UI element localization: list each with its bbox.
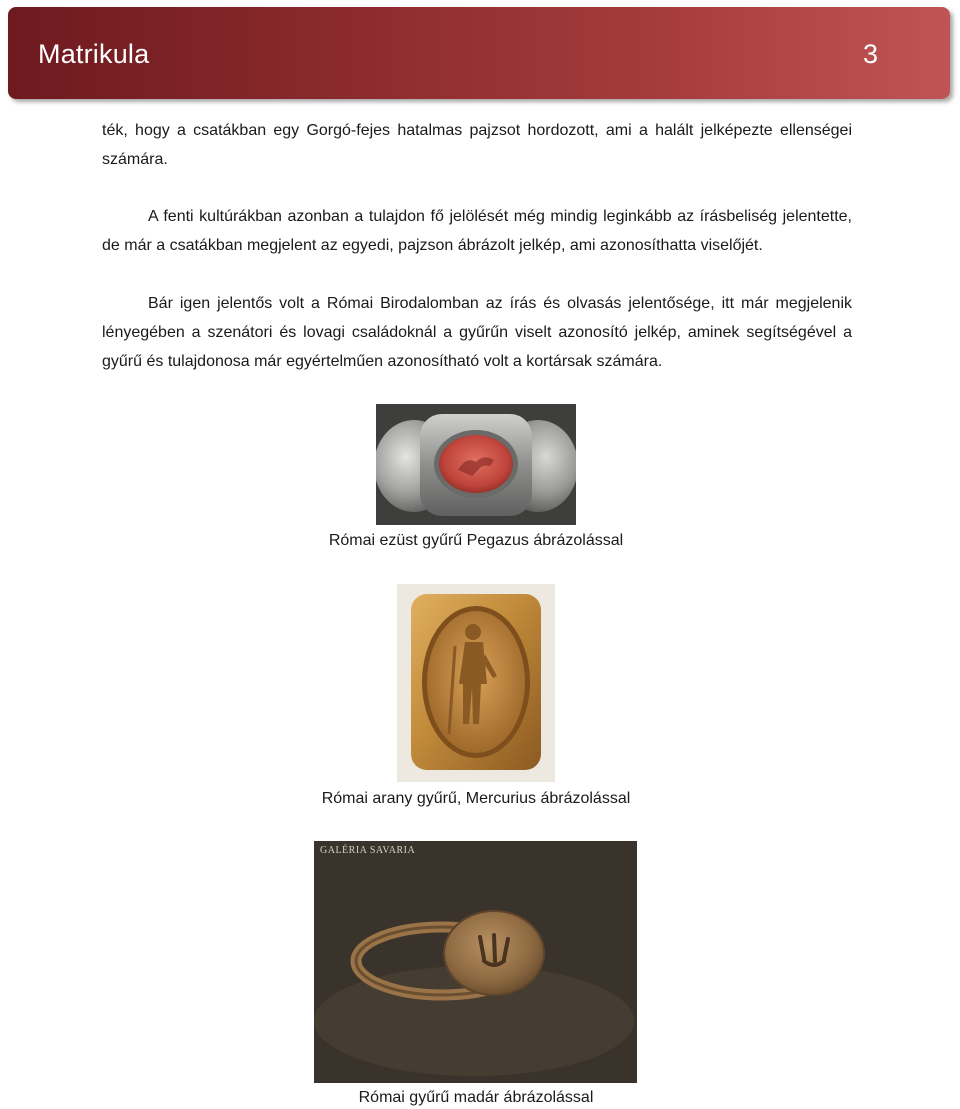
paragraph-2: A fenti kultúrákban azonban a tulajdon fő jelölését még mindig leginkább az írásbeliség jelentette, de már a csatákban megjelent az egyedi, pajzson ábrázolt jelkép, ami azonosíthatta viselőjét.: [102, 208, 852, 254]
figure-2-caption: Római arany gyűrű, Mercurius ábrázolással: [321, 790, 631, 807]
gold-ring-mercury-photo: [397, 584, 555, 782]
figure-3-caption: Római gyűrű madár ábrázolással: [358, 1089, 594, 1106]
page-number: 3: [862, 39, 878, 69]
figure-1-caption: Római ezüst gyűrű Pegazus ábrázolással: [328, 532, 624, 549]
header-title: Matrikula: [38, 39, 150, 69]
bronze-ring-bird-photo: [314, 841, 637, 1083]
paragraph-3: Bár igen jelentős volt a Római Birodalomban az írás és olvasás jelentősége, itt már megjelenik lényegében a szenátori és lovagi családoknál a gyűrűn viselt azonosító jelkép, aminek segítségével a gyűrű és tulajdonosa már egyértelműen azonosítható volt a kortársak számára.: [102, 295, 852, 370]
paragraph-1: ték, hogy a csatákban egy Gorgó-fejes hatalmas pajzsot hordozott, ami a halált jelképezte ellenségei számára.: [102, 122, 852, 168]
silver-ring-pegasus-photo: [376, 404, 576, 525]
watermark-label: GALÉRIA SAVARIA: [320, 845, 416, 856]
page-header: [8, 7, 950, 99]
